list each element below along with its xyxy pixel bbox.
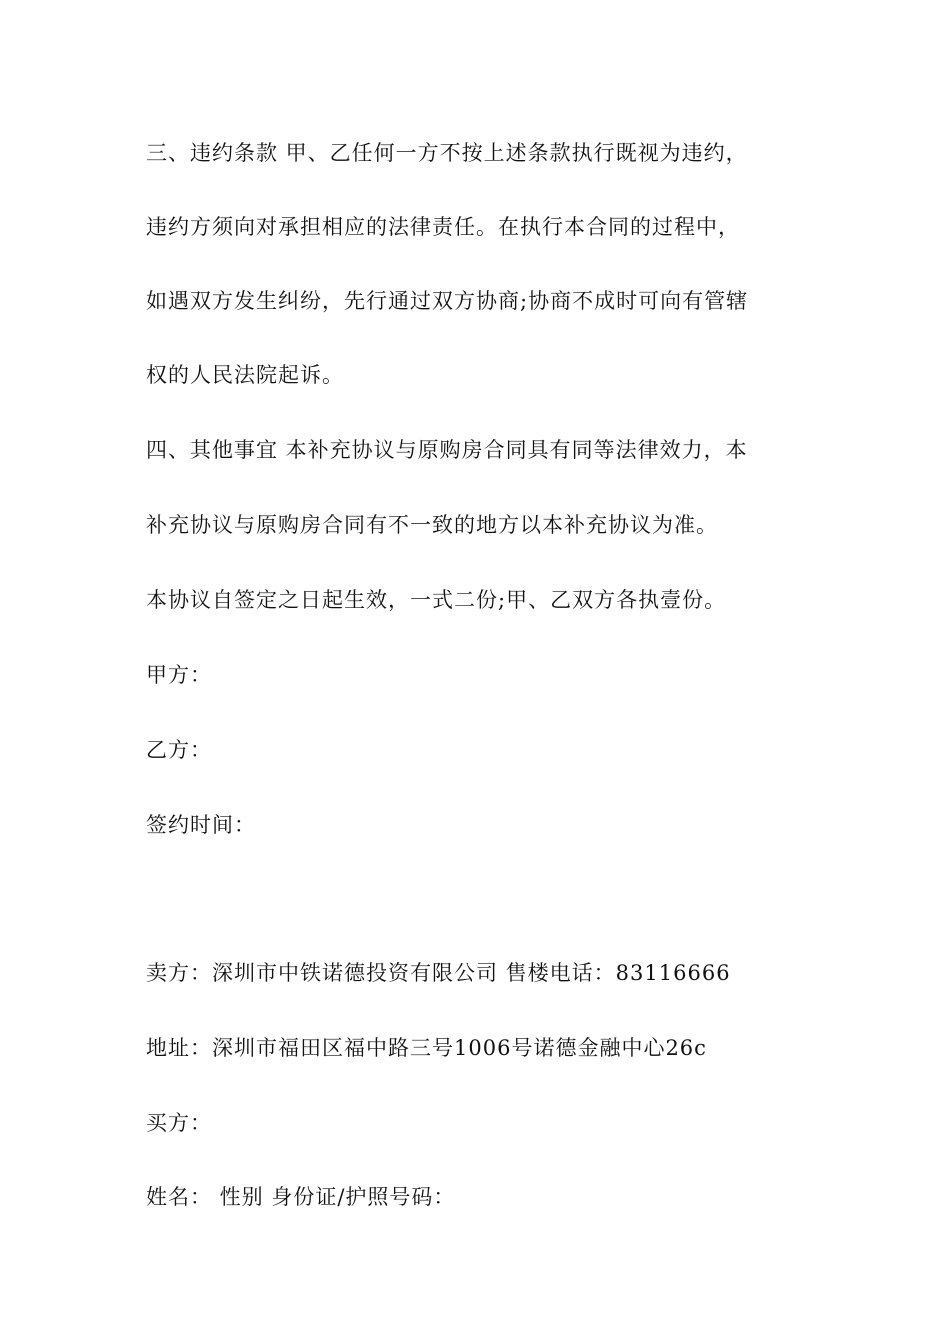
buyer-label: 买方： bbox=[146, 1111, 212, 1135]
section-four-line-2: 补充协议与原购房合同有不一致的地方以本补充协议为准。 bbox=[146, 513, 718, 537]
seller-line: 卖方：深圳市中铁诺德投资有限公司 售楼电话：83116666 bbox=[146, 961, 731, 985]
address-line: 地址：深圳市福田区福中路三号1006号诺德金融中心26c bbox=[146, 1036, 707, 1060]
signing-time-label: 签约时间： bbox=[146, 813, 256, 837]
party-a-label: 甲方： bbox=[146, 663, 212, 687]
section-three-line-2: 违约方须向对承担相应的法律责任。在执行本合同的过程中， bbox=[146, 215, 740, 239]
section-four-line-1: 四、其他事宜 本补充协议与原购房合同具有同等法律效力，本 bbox=[146, 438, 748, 462]
buyer-fields-line: 姓名： 性别 身份证/护照号码： bbox=[146, 1185, 456, 1209]
section-three-line-4: 权的人民法院起诉。 bbox=[146, 363, 344, 387]
section-three-line-3: 如遇双方发生纠纷，先行通过双方协商;协商不成时可向有管辖 bbox=[146, 289, 749, 313]
section-three-line-1: 三、违约条款 甲、乙任何一方不按上述条款执行既视为违约， bbox=[146, 141, 748, 165]
party-b-label: 乙方： bbox=[146, 738, 212, 762]
effective-clause: 本协议自签定之日起生效，一式二份;甲、乙双方各执壹份。 bbox=[146, 588, 727, 612]
